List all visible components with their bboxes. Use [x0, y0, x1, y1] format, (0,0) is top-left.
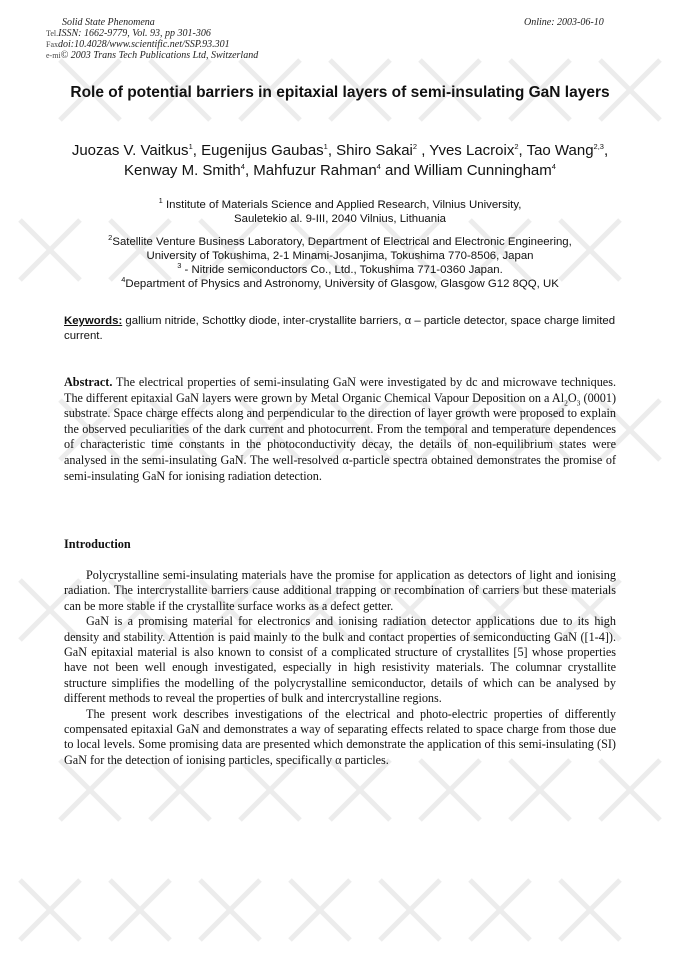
affil-number: 4: [121, 275, 126, 285]
copyright-line: [46, 50, 258, 61]
author-affil-mark: 2,3: [593, 142, 604, 151]
keywords-label: Keywords:: [64, 315, 123, 327]
paragraph: Polycrystalline semi-insulating materials have the promise for application as detectors of light and ionising radiation. The intercrystallite barriers cause additional trapping or recombination of carriers but these materials can be more stable if the crystallite surface works as a defect getter.: [64, 568, 616, 613]
abstract-text: The electrical properties of semi-insulating GaN were investigated by dc and microwave techniques. The different epitaxial GaN layers were grown by Metal Organic Chemical Vapour Deposition on a Al: [64, 375, 616, 405]
tel-label: Tel.: [46, 29, 59, 38]
affil-text: Sauletekio al. 9-III, 2040 Vilnius, Lithuania: [234, 213, 446, 225]
author-affil-mark: 2: [514, 142, 519, 151]
keywords: [64, 314, 616, 344]
author-list: [60, 141, 620, 181]
abstract-text: (0001) substrate. Space charge effects along and perpendicular to the direction of layer growth were proposed to explain the observed peculiarities of the dark current and photocurrent. From the temporal and temperature dependences of characteristic time constants in the photoconductivity decay, the details of non-equilibrium states were analysed in the semi-insulating GaN. The well-resolved α-particle spectra obtained demonstrates the promise of semi-insulating GaN for ionising radiation detection.: [64, 390, 617, 483]
author-affil-mark: 1: [188, 142, 193, 151]
affiliation-1: [60, 198, 620, 226]
doi-text[interactable]: doi:10.4028/www.scientific.net/SSP.93.301: [58, 39, 230, 50]
affil-number: 1: [158, 196, 163, 206]
author-affil-mark: 1: [323, 142, 328, 151]
author-name: , Eugenijus Gaubas: [192, 142, 324, 159]
author-affil-mark: 4: [376, 162, 381, 171]
author-affil-mark: 4: [240, 162, 245, 171]
author-name: , Yves Lacroix: [417, 142, 515, 159]
author-name: and William Cunningham: [380, 162, 552, 179]
issn-line: [46, 28, 211, 39]
affil-number: 2: [108, 233, 113, 243]
author-affil-mark: 4: [551, 162, 556, 171]
affil-text: Institute of Materials Science and Applied Research, Vilnius University,: [162, 199, 522, 211]
paragraph: The present work describes investigations of the electrical and photo-electric properties of differently compensated epitaxial GaN and demonstrates a way of separating effects related to space charge from those due to local levels. Some promising data are presented which demonstrate the application of this semi-insulating (SI) GaN for the detection of ionising particles, specifically α particles.: [64, 706, 616, 767]
author-name: , Kenway M. Smith: [124, 142, 609, 179]
author-affil-mark: 2: [412, 142, 418, 151]
abstract: [64, 375, 616, 484]
affil-text: Department of Physics and Astronomy, University of Glasgow, Glasgow G12 8QQ, UK: [125, 278, 559, 290]
keywords-text: gallium nitride, Schottky diode, inter-crystallite barriers, α – particle detector, space charge limited current.: [64, 315, 616, 342]
affiliation-4: [60, 277, 620, 291]
author-name: , Mahfuzur Rahman: [244, 162, 377, 179]
section-heading: Introduction: [64, 537, 131, 551]
introduction-body: [64, 568, 616, 768]
affil-text: University of Tokushima, 2-1 Minami-Josanjima, Tokushima 770-8506, Japan: [146, 250, 534, 262]
subscript: 2: [564, 398, 568, 408]
affil-number: 3: [177, 261, 182, 271]
email-label: e-mi: [46, 51, 61, 60]
paper-title: Role of potential barriers in epitaxial layers of semi-insulating GaN layers: [70, 84, 610, 101]
issn-text: ISSN: 1662-9779, Vol. 93, pp 301-306: [58, 28, 211, 39]
affiliation-3: [60, 263, 620, 277]
author-name: , Tao Wang: [518, 142, 594, 159]
fax-label: Fax: [46, 40, 58, 49]
affiliation-2: [60, 235, 620, 263]
author-name: , Shiro Sakai: [327, 142, 413, 159]
abstract-text: O: [567, 390, 577, 405]
journal-name: Solid State Phenomena: [62, 17, 155, 28]
copyright-text: © 2003 Trans Tech Publications Ltd, Switzerland: [60, 50, 259, 61]
subscript: 3: [576, 398, 581, 408]
paragraph: GaN is a promising material for electronics and ionising radiation detector applications due to its high density and stability. Attention is paid mainly to the bulk and contact properties of semiconducting GaN ([1-4]). GaN epitaxial material is also known to consist of a complicated structure of crystallites [5] whose properties have not been well enough investigated, especially in high resistivity materials. The columnar crystallite structure simplifies the modelling of the polycrystalline semiconductor, details of which can be analysed by different methods to reveal the properties of bulk and intercrystalline regions.: [64, 614, 616, 706]
online-date: Online: 2003-06-10: [524, 17, 604, 28]
doi-line: [46, 39, 230, 50]
affil-text: Satellite Venture Business Laboratory, Department of Electrical and Electronic Engineering,: [112, 236, 572, 248]
affil-text: - Nitride semiconductors Co., Ltd., Tokushima 771-0360 Japan.: [181, 264, 503, 276]
abstract-label: Abstract.: [64, 375, 113, 389]
author-name: Juozas V. Vaitkus: [71, 142, 189, 159]
